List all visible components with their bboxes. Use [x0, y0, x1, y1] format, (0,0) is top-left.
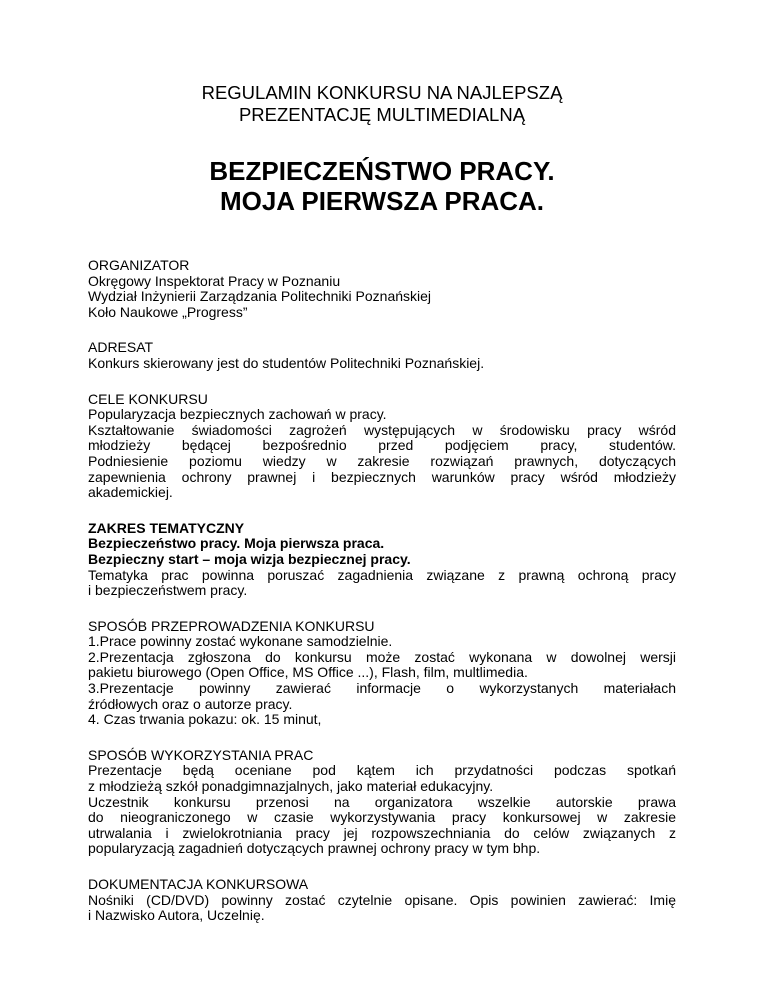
organizer-line: Wydział Inżynierii Zarządzania Politechniki Poznańskiej [88, 288, 432, 305]
document-header [88, 82, 676, 216]
organizer-line: Okręgowy Inspektorat Pracy w Poznaniu [88, 272, 341, 289]
regulation-title-line2: PREZENTACJĘ MULTIMEDIALNĄ [238, 104, 526, 125]
paragraph-line: 1.Prace powinny zostać wykonane samodzielnie. [88, 633, 393, 650]
paragraph-line: 4. Czas trwania pokazu: ok. 15 minut, [88, 711, 322, 728]
paragraph-line: Nośniki (CD/DVD) powinny zostać czytelnie opisane. Opis powinien zawierać: Imię [88, 891, 676, 908]
paragraph-line: zapewnienia ochrony prawnej i bezpiecznych warunków pracy wśród młodzieży [88, 468, 676, 485]
section-zakres [88, 521, 676, 599]
topic-line: Bezpieczeństwo pracy. Moja pierwsza praca. [88, 535, 385, 552]
document-page [88, 82, 676, 924]
section-dokumentacja [88, 877, 676, 924]
adresat-text: Konkurs skierowany jest do studentów Politechniki Poznańskiej. [88, 354, 485, 371]
main-title-line1: BEZPIECZEŃSTWO PRACY. [209, 156, 555, 186]
paragraph-line: popularyzacją zagadnień dotyczących prawnej ochrony pracy w tym bhp. [88, 840, 541, 857]
paragraph-line: z młodzieżą szkół ponadgimnazjalnych, jako materiał edukacyjny. [88, 778, 494, 795]
paragraph-line: Kształtowanie świadomości zagrożeń występujących w środowisku pracy wśród [88, 421, 676, 438]
regulation-title-line1: REGULAMIN KONKURSU NA NAJLEPSZĄ [201, 82, 563, 103]
paragraph-line: Podniesienie poziomu wiedzy w zakresie rozwiązań prawnych, dotyczących [88, 452, 676, 469]
section-sposob-wykorzystania [88, 748, 676, 857]
paragraph-line: Prezentacje będą oceniane pod kątem ich przydatności podczas spotkań [88, 762, 676, 779]
section-heading: SPOSÓB PRZEPROWADZENIA KONKURSU [88, 617, 375, 634]
paragraph-line: Popularyzacja bezpiecznych zachowań w pracy. [88, 406, 387, 423]
section-organizator [88, 258, 676, 320]
paragraph-line: i Nazwisko Autora, Uczelnię. [88, 907, 265, 924]
organizer-line: Koło Naukowe „Progress” [88, 303, 248, 320]
paragraph-line: akademickiej. [88, 484, 173, 501]
paragraph-line: do nieograniczonego w czasie wykorzystywania pracy konkursowej w zakresie [88, 809, 676, 826]
section-cele [88, 392, 676, 501]
main-title-line2: MOJA PIERWSZA PRACA. [219, 186, 545, 216]
section-heading: ADRESAT [88, 339, 154, 356]
section-adresat [88, 340, 676, 371]
section-heading: DOKUMENTACJA KONKURSOWA [88, 876, 309, 892]
paragraph-line: utrwalania i zwielokrotniania pracy jej rozpowszechniania do celów związanych z [88, 824, 676, 841]
section-sposob-przeprowadzenia [88, 619, 676, 728]
paragraph-line: i bezpieczeństwem pracy. [88, 582, 248, 599]
paragraph-line: Uczestnik konkursu przenosi na organizatora wszelkie autorskie prawa [88, 793, 676, 810]
paragraph-line: 2.Prezentacja zgłoszona do konkursu może zostać wykonana w dowolnej wersji [88, 648, 676, 665]
paragraph-line: pakietu biurowego (Open Office, MS Office ...), Flash, film, multlimedia. [88, 664, 528, 681]
paragraph-line: źródłowych oraz o autorze pracy. [88, 695, 293, 712]
section-heading: ZAKRES TEMATYCZNY [88, 519, 245, 536]
section-heading: ORGANIZATOR [88, 257, 190, 273]
paragraph-line: 3.Prezentacje powinny zawierać informacje o wykorzystanych materiałach [88, 680, 676, 697]
section-heading: SPOSÓB WYKORZYSTANIA PRAC [88, 746, 314, 763]
paragraph-line: Tematyka prac powinna poruszać zagadnienia związane z prawną ochroną pracy [88, 566, 676, 583]
topic-line: Bezpieczny start – moja wizja bezpiecznej pracy. [88, 550, 411, 567]
paragraph-line: młodzieży będącej bezpośrednio przed podjęciem pracy, studentów. [88, 437, 676, 454]
section-heading: CELE KONKURSU [88, 390, 208, 407]
